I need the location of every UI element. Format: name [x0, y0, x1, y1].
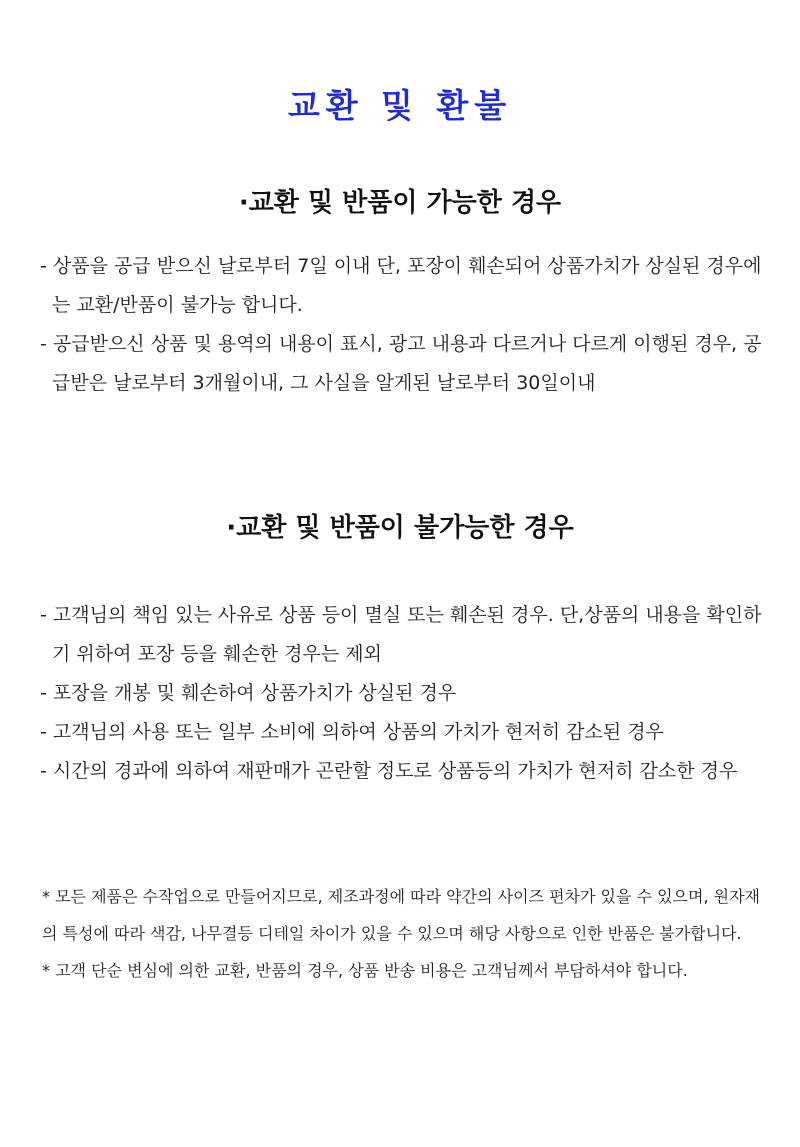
list-item: - 고객님의 책임 있는 사유로 상품 등이 멸실 또는 훼손된 경우. 단,상품의 내용을 확인하기 위하여 포장 등을 훼손한 경우는 제외 — [40, 604, 762, 665]
list-item: - 고객님의 사용 또는 일부 소비에 의하여 상품의 가치가 현저히 감소된 경우 — [40, 721, 664, 743]
section-heading-non-returnable: ·교환 및 반품이 불가능한 경우 — [226, 513, 574, 543]
list-item: - 포장을 개봉 및 훼손하여 상품가치가 상실된 경우 — [40, 682, 457, 704]
note-handmade: * 모든 제품은 수작업으로 만들어지므로, 제조과정에 따라 약간의 사이즈 편차가 있을 수 있으며, 원자재의 특성에 따라 색감, 나무결등 디테일 차이가 있을 수 있으며 해당 사항으로 인한 반품은 불가합니다. — [42, 887, 760, 943]
section-heading-returnable: ·교환 및 반품이 가능한 경우 — [238, 188, 562, 218]
note-shipping-cost: * 고객 단순 변심에 의한 교환, 반품의 경우, 상품 반송 비용은 고객님께서 부담하셔야 합니다. — [42, 961, 688, 980]
list-item: - 상품을 공급 받으신 날로부터 7일 이내 단, 포장이 훼손되어 상품가치가 상실된 경우에는 교환/반품이 불가능 합니다. — [40, 255, 762, 316]
list-item: - 공급받으신 상품 및 용역의 내용이 표시, 광고 내용과 다르거나 다르게 이행된 경우, 공급받은 날로부터 3개월이내, 그 사실을 알게된 날로부터 30일이내 — [40, 333, 762, 394]
list-item: - 시간의 경과에 의하여 재판매가 곤란할 정도로 상품등의 가치가 현저히 감소한 경우 — [40, 760, 738, 782]
notes — [42, 878, 772, 989]
non-returnable-list — [40, 596, 770, 791]
returnable-list — [40, 247, 770, 403]
page-title: 교환 및 환불 — [287, 86, 513, 125]
